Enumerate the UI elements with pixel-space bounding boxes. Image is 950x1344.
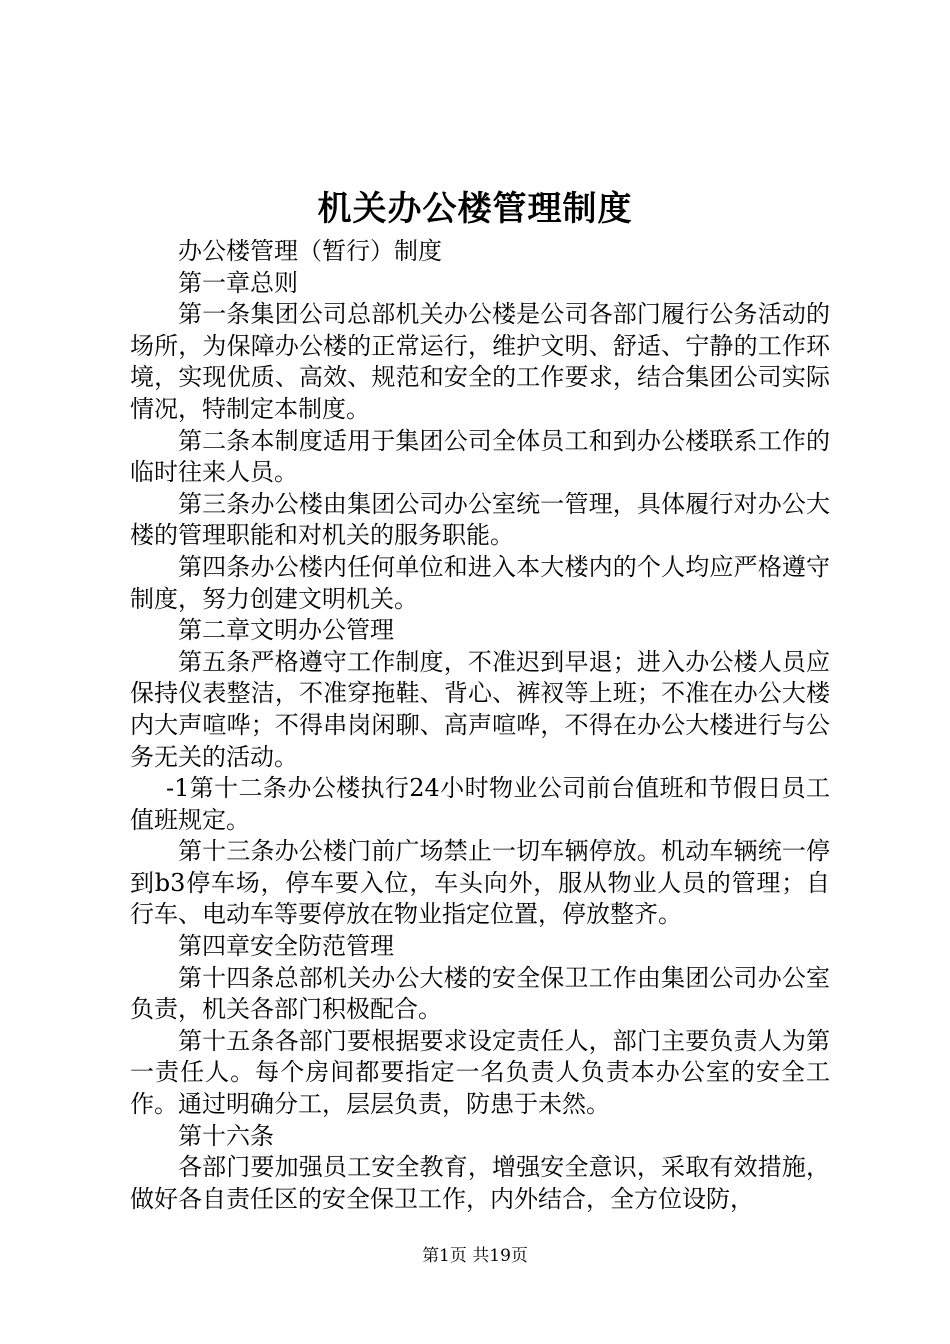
chapter-heading: 第二章文明办公管理 [178, 616, 394, 645]
page-footer: 第1页 共19页 [422, 1246, 528, 1266]
article-paragraph: 第十五条各部门要根据要求设定责任人，部门主要负责人为第一责任人。每个房间都要指定一名负责人负责本办公室的安全工作。通过明确分工，层层负责，防患于未然。 [130, 1026, 830, 1119]
article-paragraph: 第四条办公楼内任何单位和进入本大楼内的个人均应严格遵守制度，努力创建文明机关。 [130, 552, 830, 613]
document-body [130, 236, 830, 1215]
article-heading: 第十六条 [178, 1121, 274, 1150]
subtitle-paragraph: 办公楼管理（暂行）制度 [178, 237, 442, 265]
article-paragraph: -1第十二条办公楼执行24小时物业公司前台值班和节假日员工值班规定。 [130, 774, 830, 834]
article-paragraph: 第五条严格遵守工作制度，不准迟到早退；进入办公楼人员应保持仪表整洁，不准穿拖鞋、背心、裤衩等上班；不准在办公大楼内大声喧哗；不得串岗闲聊、高声喧哗，不得在办公大楼进行与公务无关的活动。 [130, 647, 830, 771]
chapter-heading: 第一章总则 [178, 268, 298, 297]
article-paragraph: 第十三条办公楼门前广场禁止一切车辆停放。机动车辆统一停到b3停车场，停车要入位，车头向外，服从物业人员的管理；自行车、电动车等要停放在物业指定位置，停放整齐。 [130, 837, 830, 929]
chapter-heading: 第四章安全防范管理 [178, 932, 394, 961]
document-title: 机关办公楼管理制度 [317, 189, 633, 229]
article-paragraph: 各部门要加强员工安全教育，增强安全意识，采取有效措施，做好各自责任区的安全保卫工作，内外结合，全方位设防， [130, 1153, 830, 1213]
article-paragraph: 第二条本制度适用于集团公司全体员工和到办公楼联系工作的临时往来人员。 [130, 426, 830, 487]
article-paragraph: 第三条办公楼由集团公司办公室统一管理，具体履行对办公大楼的管理职能和对机关的服务职能。 [130, 489, 830, 550]
article-paragraph: 第一条集团公司总部机关办公楼是公司各部门履行公务活动的场所，为保障办公楼的正常运行，维护文明、舒适、宁静的工作环境，实现优质、高效、规范和安全的工作要求，结合集团公司实际情况，特制定本制度。 [130, 300, 830, 423]
article-paragraph: 第十四条总部机关办公大楼的安全保卫工作由集团公司办公室负责，机关各部门积极配合。 [130, 963, 830, 1024]
